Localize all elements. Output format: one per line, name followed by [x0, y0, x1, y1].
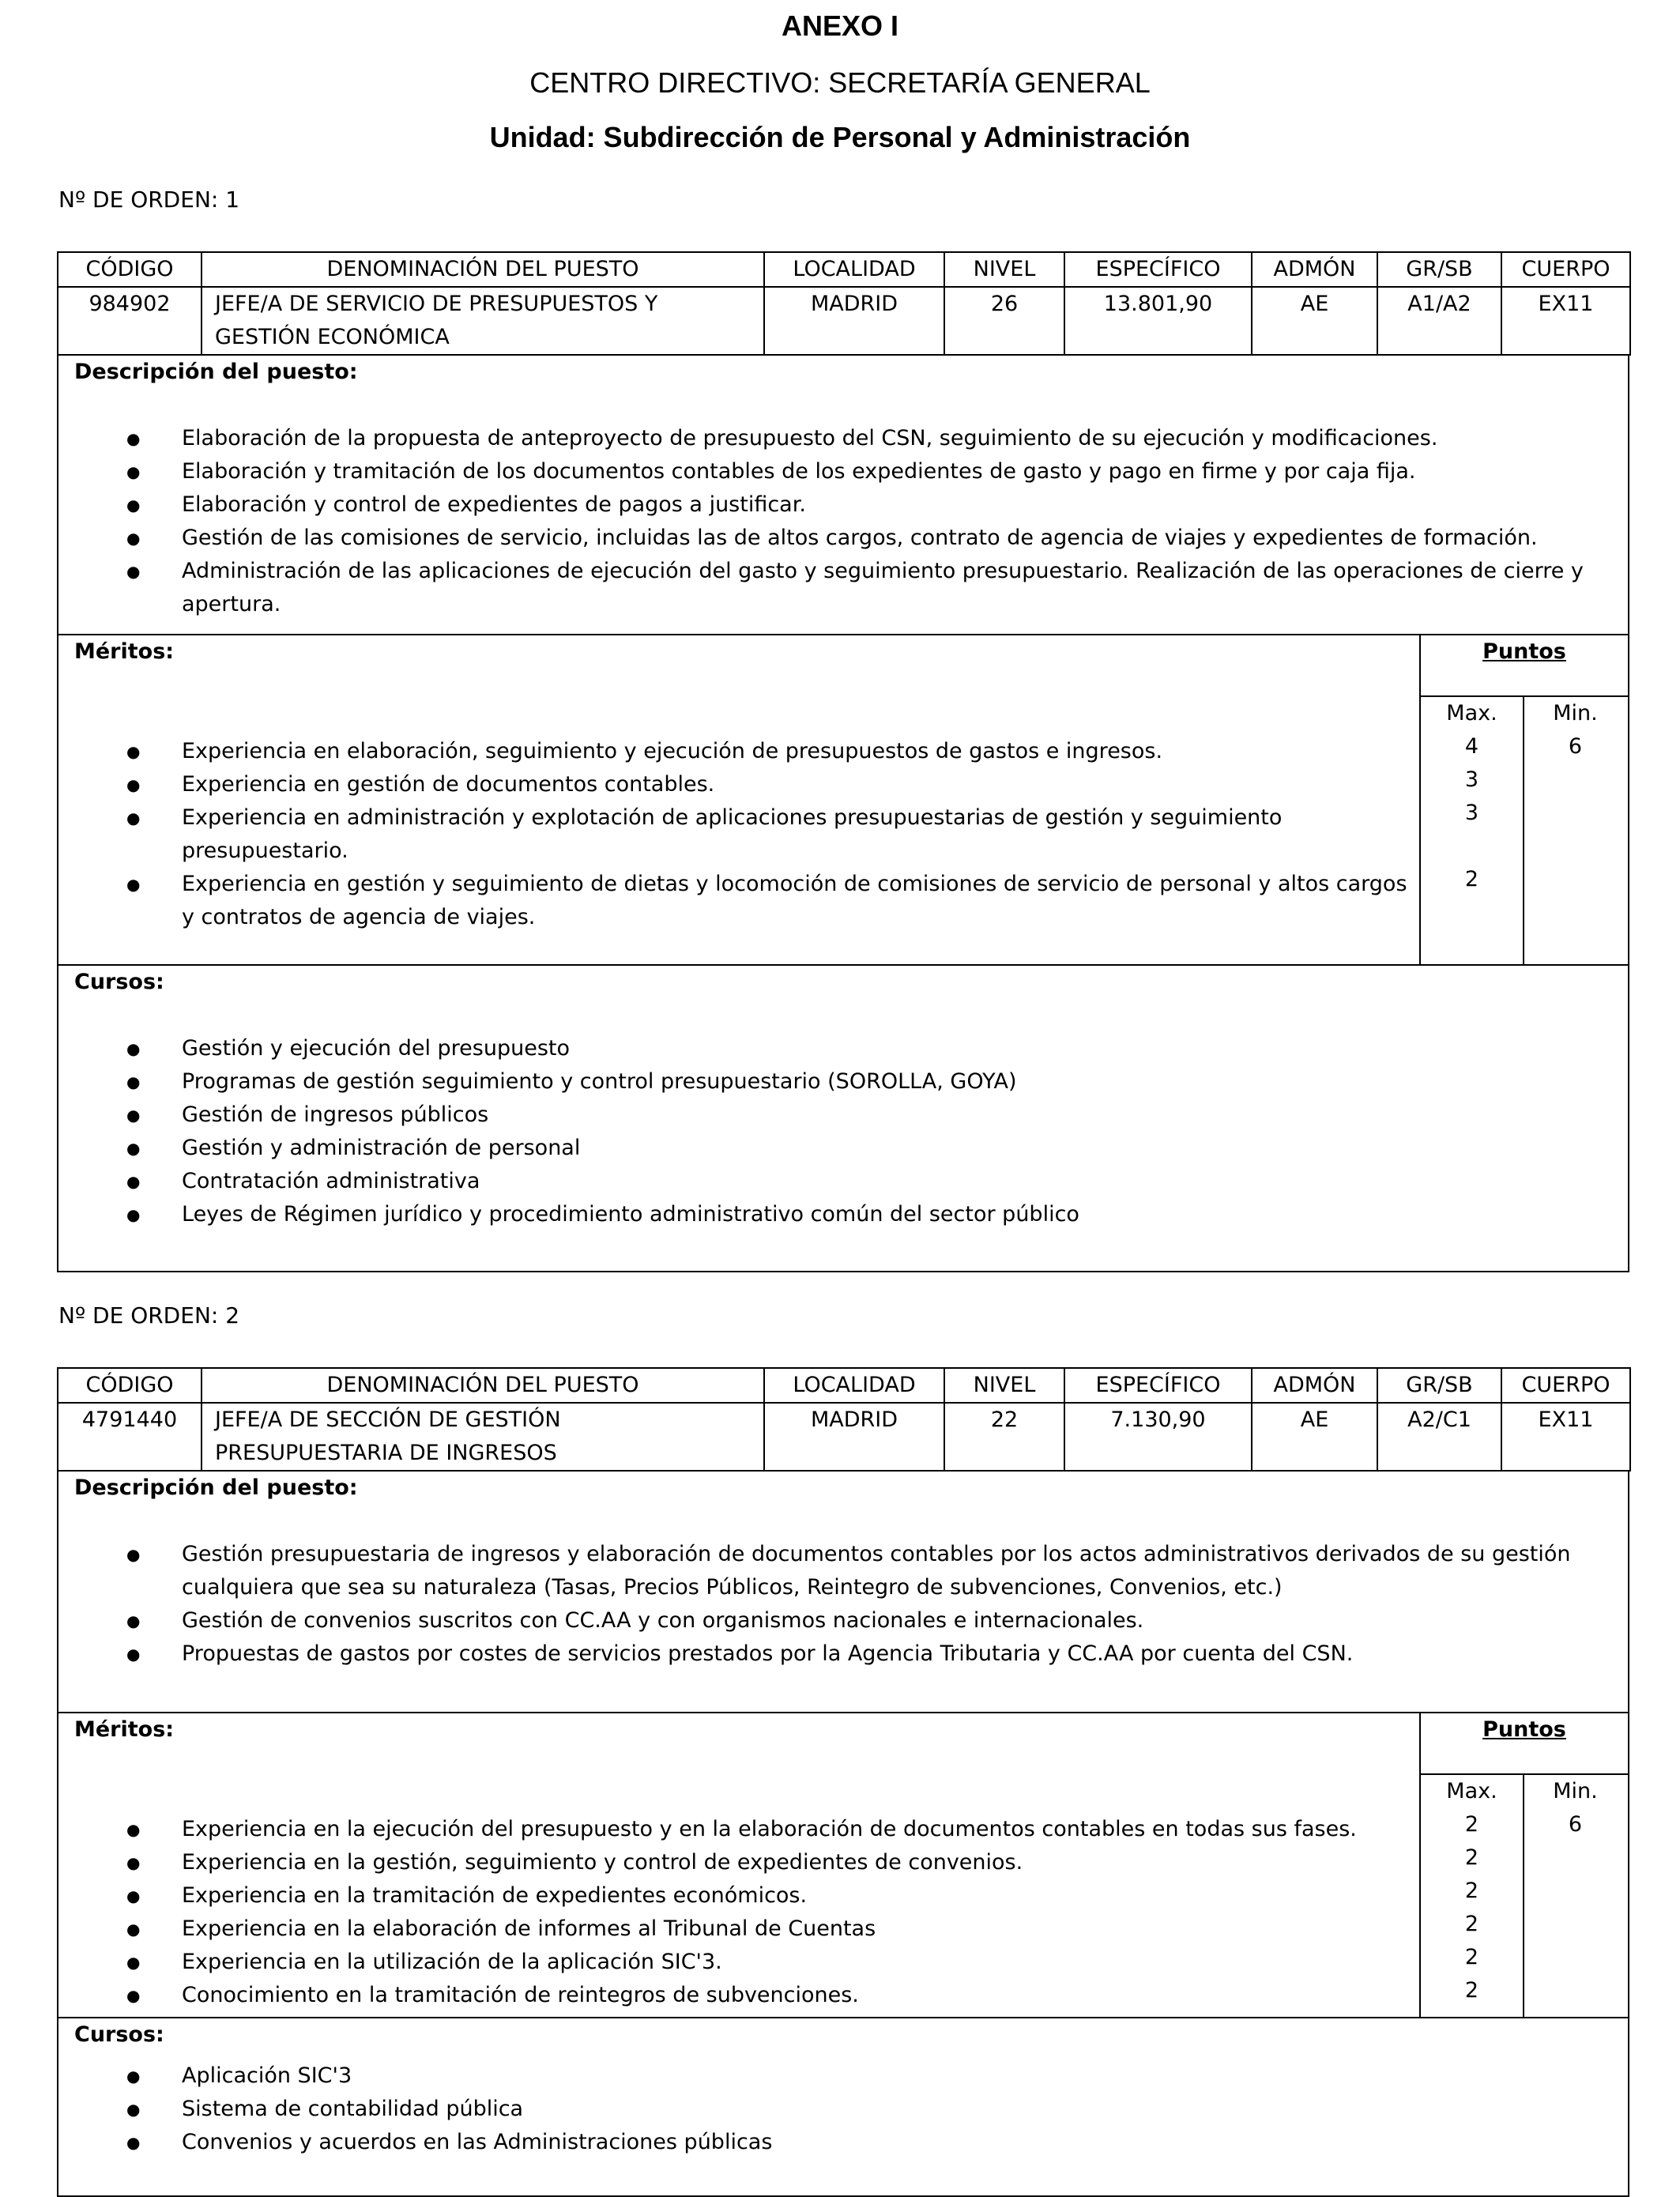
- header-nivel: NIVEL: [944, 1368, 1064, 1403]
- list-item: ● Experiencia en la gestión, seguimiento y control de expedientes de convenios.: [58, 1846, 1419, 1879]
- table-row: [58, 1403, 1630, 1471]
- grsb-value: A1/A2: [1377, 287, 1501, 355]
- especifico-value: 13.801,90: [1064, 287, 1252, 355]
- min-label: Min.: [1553, 701, 1598, 725]
- list-item: ● Experiencia en gestión y seguimiento de dietas y locomoción de comisiones de servicio de personal y altos cargos y contratos de agencia de viajes.: [58, 868, 1419, 934]
- puesto-2-table: [57, 1367, 1631, 1472]
- list-item: ● Elaboración y control de expedientes de pagos a justificar.: [58, 488, 1628, 522]
- meritos-list: [58, 735, 1419, 934]
- descripcion-label: Descripción del puesto:: [74, 1475, 358, 1500]
- max-value: 2: [1464, 867, 1479, 891]
- list-item: ● Experiencia en elaboración, seguimiento y ejecución de presupuestos de gastos e ingresos.: [58, 735, 1419, 768]
- list-item: ● Experiencia en la ejecución del presupuesto y en la elaboración de documentos contables en todas sus fases.: [58, 1813, 1419, 1846]
- list-item: ● Experiencia en gestión de documentos contables.: [58, 768, 1419, 801]
- descripcion-label: Descripción del puesto:: [74, 360, 358, 384]
- list-item: ● Aplicación SIC'3: [58, 2059, 1628, 2093]
- puntos-label: Puntos: [1421, 635, 1628, 697]
- header-cuerpo: CUERPO: [1501, 1368, 1630, 1403]
- meritos-section: [57, 1713, 1629, 2018]
- descripcion-list: [58, 1538, 1628, 1671]
- list-item: ● Elaboración y tramitación de los documentos contables de los expedientes de gasto y pago en firme y por caja fija.: [58, 455, 1628, 488]
- descripcion-section: [57, 356, 1629, 635]
- header-codigo: CÓDIGO: [58, 252, 202, 287]
- max-column: [1421, 1775, 1523, 2017]
- cuerpo-value: EX11: [1501, 1403, 1630, 1471]
- list-item: ● Experiencia en administración y explotación de aplicaciones presupuestarias de gestión y seguimiento presupuestario.: [58, 801, 1419, 868]
- orden-2-label: Nº DE ORDEN: 2: [58, 1302, 240, 1328]
- list-item: ● Gestión y administración de personal: [58, 1132, 1628, 1165]
- header-localidad: LOCALIDAD: [764, 252, 944, 287]
- denominacion-line-2: PRESUPUESTARIA DE INGRESOS: [215, 1441, 557, 1465]
- table-row: [58, 287, 1630, 355]
- denominacion-value: [202, 1403, 764, 1471]
- codigo-value: 984902: [58, 287, 202, 355]
- localidad-value: MADRID: [764, 1403, 944, 1471]
- puntos-columns: [1421, 1775, 1628, 2017]
- puesto-2: [57, 1367, 1629, 2197]
- list-item: ● Gestión de ingresos públicos: [58, 1098, 1628, 1132]
- especifico-value: 7.130,90: [1064, 1403, 1252, 1471]
- cursos-section: [57, 2018, 1629, 2197]
- meritos-list: [58, 1813, 1419, 2012]
- nivel-value: 22: [944, 1403, 1064, 1471]
- header-grsb: GR/SB: [1377, 252, 1501, 287]
- header-denominacion: DENOMINACIÓN DEL PUESTO: [202, 252, 764, 287]
- list-item: ● Gestión y ejecución del presupuesto: [58, 1032, 1628, 1065]
- puntos-panel: [1419, 635, 1628, 964]
- nivel-value: 26: [944, 287, 1064, 355]
- min-value: 6: [1568, 1812, 1583, 1837]
- min-label: Min.: [1553, 1779, 1598, 1803]
- header-admon: ADMÓN: [1252, 252, 1377, 287]
- header-cuerpo: CUERPO: [1501, 252, 1630, 287]
- admon-value: AE: [1252, 1403, 1377, 1471]
- puesto-1: [57, 251, 1629, 1272]
- meritos-list-area: [58, 1713, 1419, 2017]
- max-value: 4: [1464, 734, 1479, 759]
- cursos-label: Cursos:: [74, 970, 164, 994]
- max-value: 3: [1464, 767, 1479, 792]
- max-value: 2: [1464, 1812, 1479, 1837]
- header-especifico: ESPECÍFICO: [1064, 1368, 1252, 1403]
- puntos-panel: [1419, 1713, 1628, 2017]
- descripcion-list: [58, 422, 1628, 621]
- centro-directivo: CENTRO DIRECTIVO: SECRETARÍA GENERAL: [529, 66, 1151, 99]
- table-header-row: [58, 1368, 1630, 1403]
- unidad-title: Unidad: Subdirección de Personal y Administración: [489, 121, 1191, 153]
- max-label: Max.: [1446, 1779, 1497, 1803]
- meritos-label: Méritos:: [74, 1717, 175, 1742]
- max-value: 2: [1464, 1879, 1479, 1903]
- header-especifico: ESPECÍFICO: [1064, 252, 1252, 287]
- cursos-label: Cursos:: [74, 2022, 164, 2047]
- list-item: ● Convenios y acuerdos en las Administraciones públicas: [58, 2126, 1628, 2159]
- header-localidad: LOCALIDAD: [764, 1368, 944, 1403]
- table-header-row: [58, 252, 1630, 287]
- max-value: 3: [1464, 801, 1479, 825]
- max-value: 2: [1464, 1945, 1479, 1969]
- list-item: ● Sistema de contabilidad pública: [58, 2093, 1628, 2126]
- header-denominacion: DENOMINACIÓN DEL PUESTO: [202, 1368, 764, 1403]
- min-column: [1523, 697, 1626, 964]
- max-column: [1421, 697, 1523, 964]
- list-item: ● Administración de las aplicaciones de ejecución del gasto y seguimiento presupuestario. Realización de las operaciones de cierre y apertura.: [58, 555, 1628, 621]
- puesto-1-table: [57, 251, 1631, 356]
- meritos-label: Méritos:: [74, 639, 175, 664]
- list-item: ● Gestión de las comisiones de servicio, incluidas las de altos cargos, contrato de agencia de viajes y expedientes de formación.: [58, 522, 1628, 555]
- meritos-section: [57, 635, 1629, 966]
- denominacion-value: [202, 287, 764, 355]
- list-item: ● Contratación administrativa: [58, 1165, 1628, 1198]
- list-item: ● Gestión presupuestaria de ingresos y elaboración de documentos contables por los actos administrativos derivados de su gestión cualquiera que sea su naturaleza (Tasas, Precios Públicos, Reintegro de subvenciones, Convenios, etc.): [58, 1538, 1628, 1604]
- cursos-list: [58, 1032, 1628, 1231]
- descripcion-section: [57, 1472, 1629, 1713]
- header-nivel: NIVEL: [944, 252, 1064, 287]
- meritos-list-area: [58, 635, 1419, 964]
- min-column: [1523, 1775, 1626, 2017]
- max-label: Max.: [1446, 701, 1497, 725]
- min-value: 6: [1568, 734, 1583, 759]
- header-grsb: GR/SB: [1377, 1368, 1501, 1403]
- puntos-label: Puntos: [1421, 1713, 1628, 1775]
- denominacion-line-2: GESTIÓN ECONÓMICA: [215, 325, 450, 349]
- list-item: ● Conocimiento en la tramitación de reintegros de subvenciones.: [58, 1979, 1419, 2012]
- header-admon: ADMÓN: [1252, 1368, 1377, 1403]
- localidad-value: MADRID: [764, 287, 944, 355]
- list-item: ● Gestión de convenios suscritos con CC.AA y con organismos nacionales e internacionales.: [58, 1604, 1628, 1637]
- list-item: ● Experiencia en la elaboración de informes al Tribunal de Cuentas: [58, 1912, 1419, 1946]
- codigo-value: 4791440: [58, 1403, 202, 1471]
- cuerpo-value: EX11: [1501, 287, 1630, 355]
- list-item: ● Experiencia en la tramitación de expedientes económicos.: [58, 1879, 1419, 1912]
- max-value: 2: [1464, 1912, 1479, 1936]
- header-codigo: CÓDIGO: [58, 1368, 202, 1403]
- orden-1-label: Nº DE ORDEN: 1: [58, 187, 240, 213]
- cursos-list: [58, 2059, 1628, 2159]
- admon-value: AE: [1252, 287, 1377, 355]
- puntos-columns: [1421, 697, 1628, 964]
- max-value: 2: [1464, 1978, 1479, 2003]
- list-item: ● Elaboración de la propuesta de anteproyecto de presupuesto del CSN, seguimiento de su ejecución y modificaciones.: [58, 422, 1628, 455]
- grsb-value: A2/C1: [1377, 1403, 1501, 1471]
- list-item: ● Leyes de Régimen jurídico y procedimiento administrativo común del sector público: [58, 1198, 1628, 1231]
- list-item: ● Propuestas de gastos por costes de servicios prestados por la Agencia Tributaria y CC.AA por cuenta del CSN.: [58, 1637, 1628, 1671]
- max-value: 2: [1464, 1845, 1479, 1870]
- denominacion-line-1: JEFE/A DE SECCIÓN DE GESTIÓN: [215, 1408, 561, 1432]
- cursos-section: [57, 966, 1629, 1272]
- annex-title: ANEXO I: [781, 9, 899, 42]
- list-item: ● Experiencia en la utilización de la aplicación SIC'3.: [58, 1946, 1419, 1979]
- denominacion-line-1: JEFE/A DE SERVICIO DE PRESUPUESTOS Y: [215, 292, 658, 316]
- list-item: ● Programas de gestión seguimiento y control presupuestario (SOROLLA, GOYA): [58, 1065, 1628, 1098]
